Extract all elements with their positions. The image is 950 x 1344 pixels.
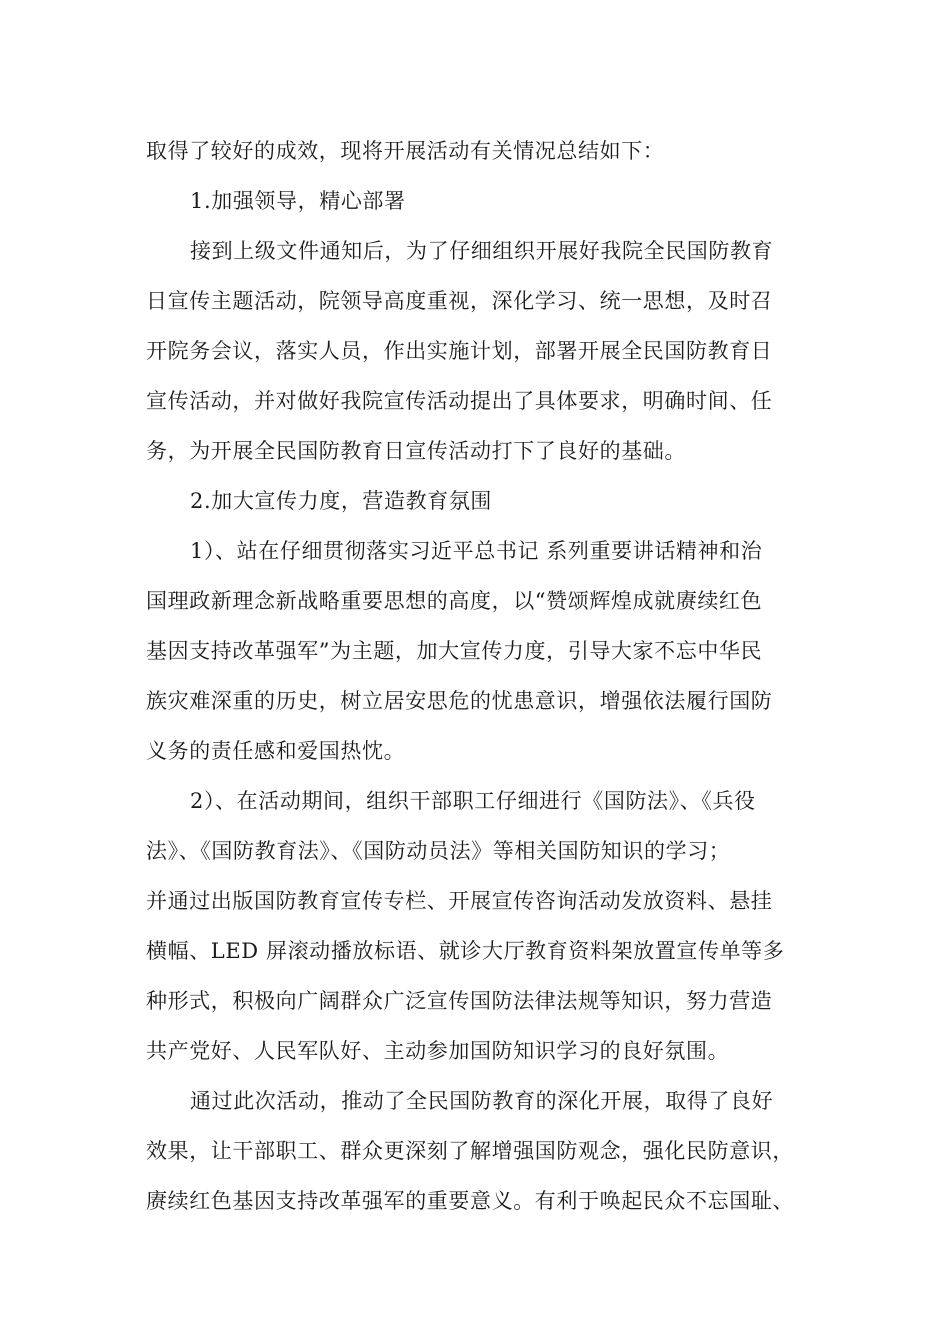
- text-line: 务，为开展全民国防教育日宣传活动打下了良好的基础。: [146, 439, 686, 463]
- text-line: 并通过出版国防教育宣传专栏、开展宣传咨询活动发放资料、悬挂: [146, 889, 773, 913]
- text-line: 通过此次活动，推动了全民国防教育的深化开展，取得了良好: [190, 1089, 774, 1113]
- text-line: 族灾难深重的历史，树立居安思危的忧患意识，增强依法履行国防: [146, 689, 773, 713]
- section-heading: 2.加大宣传力度，营造教育氛围: [190, 489, 493, 513]
- text-line: 取得了较好的成效，现将开展活动有关情况总结如下：: [146, 139, 665, 163]
- text-line: 2）、在活动期间，组织干部职工仔细进行《国防法》、《兵役: [190, 789, 756, 813]
- text-line: 赓续红色基因支持改革强军的重要意义。有利于唤起民众不忘国耻、: [146, 1189, 794, 1213]
- text-line: 种形式，积极向广阔群众广泛宣传国防法律法规等知识，努力营造: [146, 989, 773, 1013]
- text-line: 接到上级文件通知后，为了仔细组织开展好我院全民国防教育: [190, 239, 774, 263]
- text-line: 1）、站在仔细贯彻落实习近平总书记 系列重要讲话精神和治: [190, 539, 763, 563]
- text-line: 宣传活动，并对做好我院宣传活动提出了具体要求，明确时间、任: [146, 389, 773, 413]
- text-line: 横幅、LED 屏滚动播放标语、就诊大厅教育资料架放置宣传单等多: [146, 939, 785, 963]
- text-line: 法》、《国防教育法》、《国防动员法》等相关国防知识的学习；: [146, 839, 731, 863]
- text-line: 共产党好、人民军队好、主动参加国防知识学习的良好氛围。: [146, 1039, 730, 1063]
- text-line: 日宣传主题活动，院领导高度重视，深化学习、统一思想，及时召: [146, 289, 773, 313]
- text-line: 效果，让干部职工、群众更深刻了解增强国防观念，强化民防意识，: [146, 1139, 794, 1163]
- text-line: 义务的责任感和爱国热忱。: [146, 739, 406, 763]
- text-line: 基因支持改革强军”为主题，加大宣传力度，引导大家不忘中华民: [146, 639, 763, 663]
- section-heading: 1.加强领导，精心部署: [190, 189, 406, 213]
- text-line: 国理政新理念新战略重要思想的高度，以“赞颂辉煌成就赓续红色: [146, 589, 763, 613]
- text-line: 开院务会议，落实人员，作出实施计划，部署开展全民国防教育日: [146, 339, 773, 363]
